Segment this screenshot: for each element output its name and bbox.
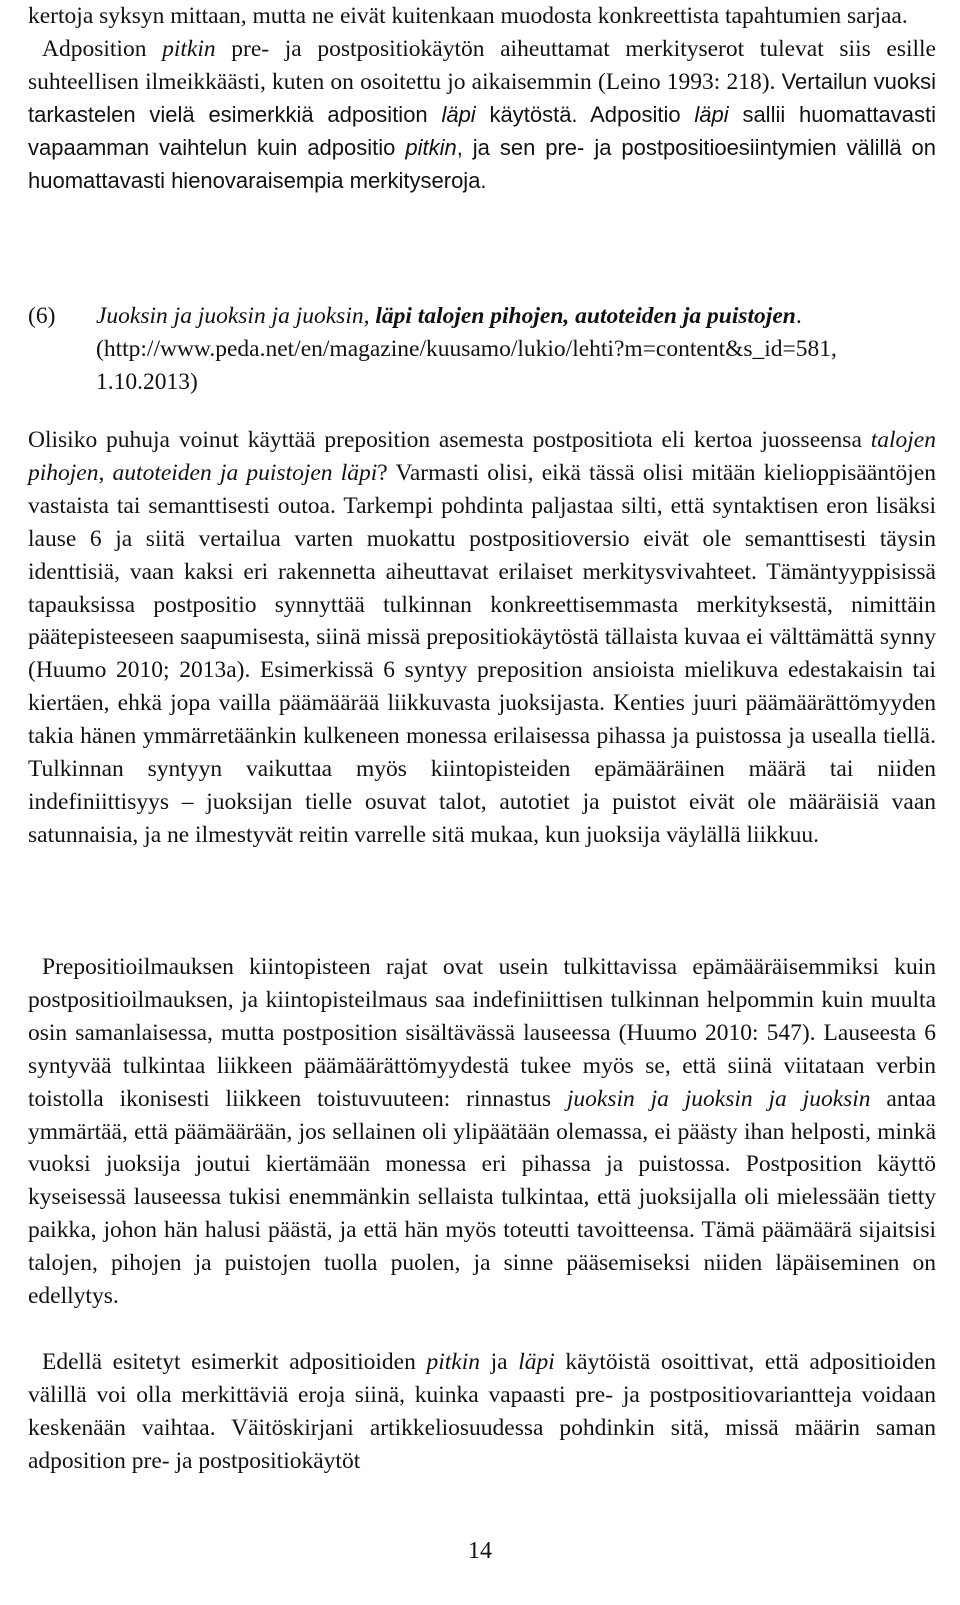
term-pitkin: pitkin	[405, 134, 457, 160]
text-run: sallii huomattavasti vapaamman vaihtelun kuin adpositio	[28, 101, 936, 160]
example-source: (http://www.peda.net/en/magazine/kuusamo/lukio/lehti?m=content&s_id=581, 1.10.2013)	[96, 335, 837, 395]
text-run: ? Varmasti olisi, eikä tässä olisi mitään kielioppisääntöjen vastaista tai semanttisesti outoa. Tarkempi pohdinta paljastaa silti, että syntaktisen eron lisäksi lause 6 ja siitä vertailua varten muokattu postpositioversio eivät ole semanttisesti täysin identtisiä, vaan kaksi eri rakennetta aiheuttavat erilaiset merkitysvivahteet. Tämäntyyppisissä tapauksissa postpositio synnyttää tulkinnan konkreettisemmasta merkityksestä, nimittäin päätepisteeseen saapumisesta, siinä missä prepositiokäytöstä tällaista kuvaa ei välttämättä synny (Huumo 2010; 2013a). Esimerkissä 6 syntyy preposition ansioista mielikuva edestakaisin tai kiertäen, ehkä jopa vailla päämäärää liikkuvasta juoksijasta. Kenties juuri päämäärättömyyden takia hänen ymmärretäänkin kulkeneen monessa erilaisessa pihassa ja puistossa ja usealla tiellä. Tulkinnan syntyyn vaikuttaa myös kiintopisteiden epämääräinen määrä tai niiden indefiniittisyys – juoksijan tielle osuvat talot, autotiet ja puistot eivät ole määräisiä vaan satunnaisia, ja ne ilmestyvät reitin varrelle sitä mukaa, kun juoksija väylällä liikkuu.	[28, 459, 937, 848]
italic-phrase: talojen pihojen, autoteiden ja puistojen läpi	[28, 427, 936, 486]
term-pitkin: pitkin	[426, 1349, 480, 1375]
text-run: antaa ymmärtää, että päämäärään, jos sellainen oli ylipäätään olemassa, ei päästy ihan helposti, minkä vuoksi juoksija joutui kiertämään monessa eri pihassa ja puistossa. Postposition käyttö kyseisessä lauseessa tukisi enemmänkin sellaista tulkintaa, että juoksijalla oli mielessään tietty paikka, johon hän halusi päästä, ja että hän myös toteutti tavoitteensa. Tämä päämäärä sijaitsisi talojen, pihojen ja puistojen tuolla puolen, ja sinne pääsemiseksi niiden läpäiseminen on edellytys.	[28, 1085, 936, 1310]
intro-line: kertoja syksyn mittaan, mutta ne eivät kuitenkaan muodosta konkreettista tapahtumien sarjaa.	[28, 3, 908, 29]
text-run: Vertailun vuoksi tarkastelen vielä esimerkkiä adposition	[28, 68, 936, 127]
text-run: Edellä esitetyt esimerkit adpositioiden	[42, 1349, 427, 1375]
page-number: 14	[468, 1538, 492, 1564]
text-run: Adposition	[42, 35, 163, 62]
example-number: (6)	[28, 303, 56, 329]
text-run: , ja sen pre- ja postpositioesiintymien välillä on huomattavasti hienovaraisempia merkityseroja.	[28, 134, 936, 193]
italic-phrase: juoksin ja juoksin ja juoksin	[566, 1085, 871, 1112]
paragraph-intro	[28, 0, 936, 197]
example-sentence	[96, 300, 936, 399]
text-run: käytöstä. Adpositio	[475, 101, 695, 127]
paragraph-analysis	[28, 424, 936, 852]
text-run: Olisiko puhuja voinut käyttää preposition asemesta postpositiota eli kertoa juosseensa	[28, 427, 871, 453]
term-pitkin: pitkin	[162, 35, 216, 62]
text-run: ja	[480, 1349, 519, 1375]
example-bold-italic: läpi talojen pihojen, autoteiden ja puistojen	[375, 303, 796, 329]
term-lapi: läpi	[441, 101, 476, 127]
term-lapi: läpi	[694, 101, 729, 127]
text-run: käytöistä osoittivat, että adpositioiden välillä voi olla merkittäviä eroja siinä, kuinka vapaasti pre- ja postpositiovariantteja voidaan keskenään vaihtaa. Väitöskirjani artikkeliosuudessa pohdinkin sitä, missä määrin saman adposition pre- ja postpositiokäytöt	[28, 1349, 937, 1474]
paragraph-prepositions	[28, 951, 936, 1313]
text-run: .	[795, 303, 802, 329]
text-run: pre- ja postpositiokäytön aiheuttamat merkityserot tulevat siis esille suhteellisen ilmeikkäästi, kuten on osoitettu jo aikaisemmin (Leino 1993: 218).	[28, 35, 936, 95]
text-run: Prepositioilmauksen kiintopisteen rajat ovat usein tulkittavissa epämääräisemmiksi kuin postpositioilmauksen, ja kiintopisteilmaus saa indefiniittisen tulkinnan helpommin kuin muulta osin samanlaisessa, mutta postposition sisältävässä lauseessa (Huumo 2010: 547). Lauseesta 6 syntyvää tulkintaa liikkeen päämäärättömyydestä tukee myös se, että siinä viitataan verbin toistolla ikonisesti liikkeen toistuvuuteen: rinnastus	[28, 954, 936, 1112]
example-italic: Juoksin ja juoksin ja juoksin,	[96, 303, 376, 329]
term-lapi: läpi	[518, 1349, 555, 1375]
paragraph-conclusion	[28, 1346, 936, 1478]
